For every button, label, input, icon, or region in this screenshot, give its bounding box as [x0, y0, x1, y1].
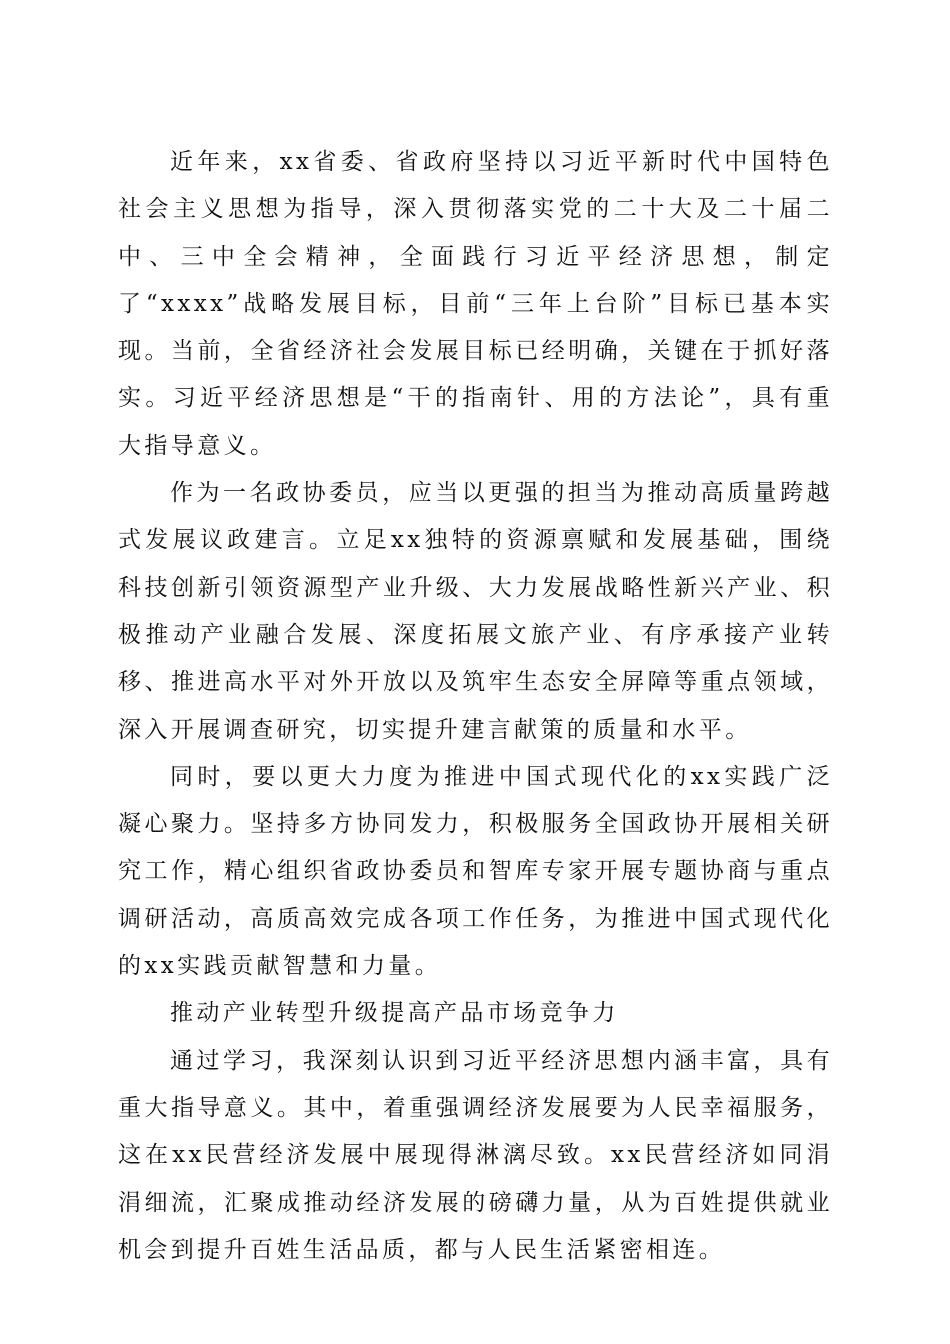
paragraph-2: 作为一名政协委员，应当以更强的担当为推动高质量跨越式发展议政建言。立足xx独特的资源禀赋和发展基础，围绕科技创新引领资源型产业升级、大力发展战略性新兴产业、积极推动产业融合发展、深度拓展文旅产业、有序承接产业转移、推进高水平对外开放以及筑牢生态安全屏障等重点领域，深入开展调查研究，切实提升建言献策的质量和水平。	[118, 480, 833, 743]
section-heading: 推动产业转型升级提高产品市场竞争力	[170, 1000, 619, 1027]
paragraph-1: 近年来，xx省委、省政府坚持以习近平新时代中国特色社会主义思想为指导，深入贯彻落实党的二十大及二十届二中、三中全会精神，全面践行习近平经济思想，制定了“xxxx”战略发展目标，目前“三年上台阶”目标已基本实现。当前，全省经济社会发展目标已经明确，关键在于抓好落实。习近平经济思想是“干的指南针、用的方法论”，具有重大指导意义。	[118, 149, 833, 459]
paragraph-3: 同时，要以更大力度为推进中国式现代化的xx实践广泛凝心聚力。坚持多方协同发力，积极服务全国政协开展相关研究工作，精心组织省政协委员和智库专家开展专题协商与重点调研活动，高质高效完成各项工作任务，为推进中国式现代化的xx实践贡献智慧和力量。	[118, 763, 833, 980]
paragraph-4: 通过学习，我深刻认识到习近平经济思想内涵丰富，具有重大指导意义。其中，着重强调经济发展要为人民幸福服务，这在xx民营经济发展中展现得淋漓尽致。xx民营经济如同涓涓细流，汇聚成推动经济发展的磅礴力量，从为百姓提供就业机会到提升百姓生活品质，都与人民生活紧密相连。	[118, 1047, 833, 1263]
document-body	[118, 139, 833, 1274]
